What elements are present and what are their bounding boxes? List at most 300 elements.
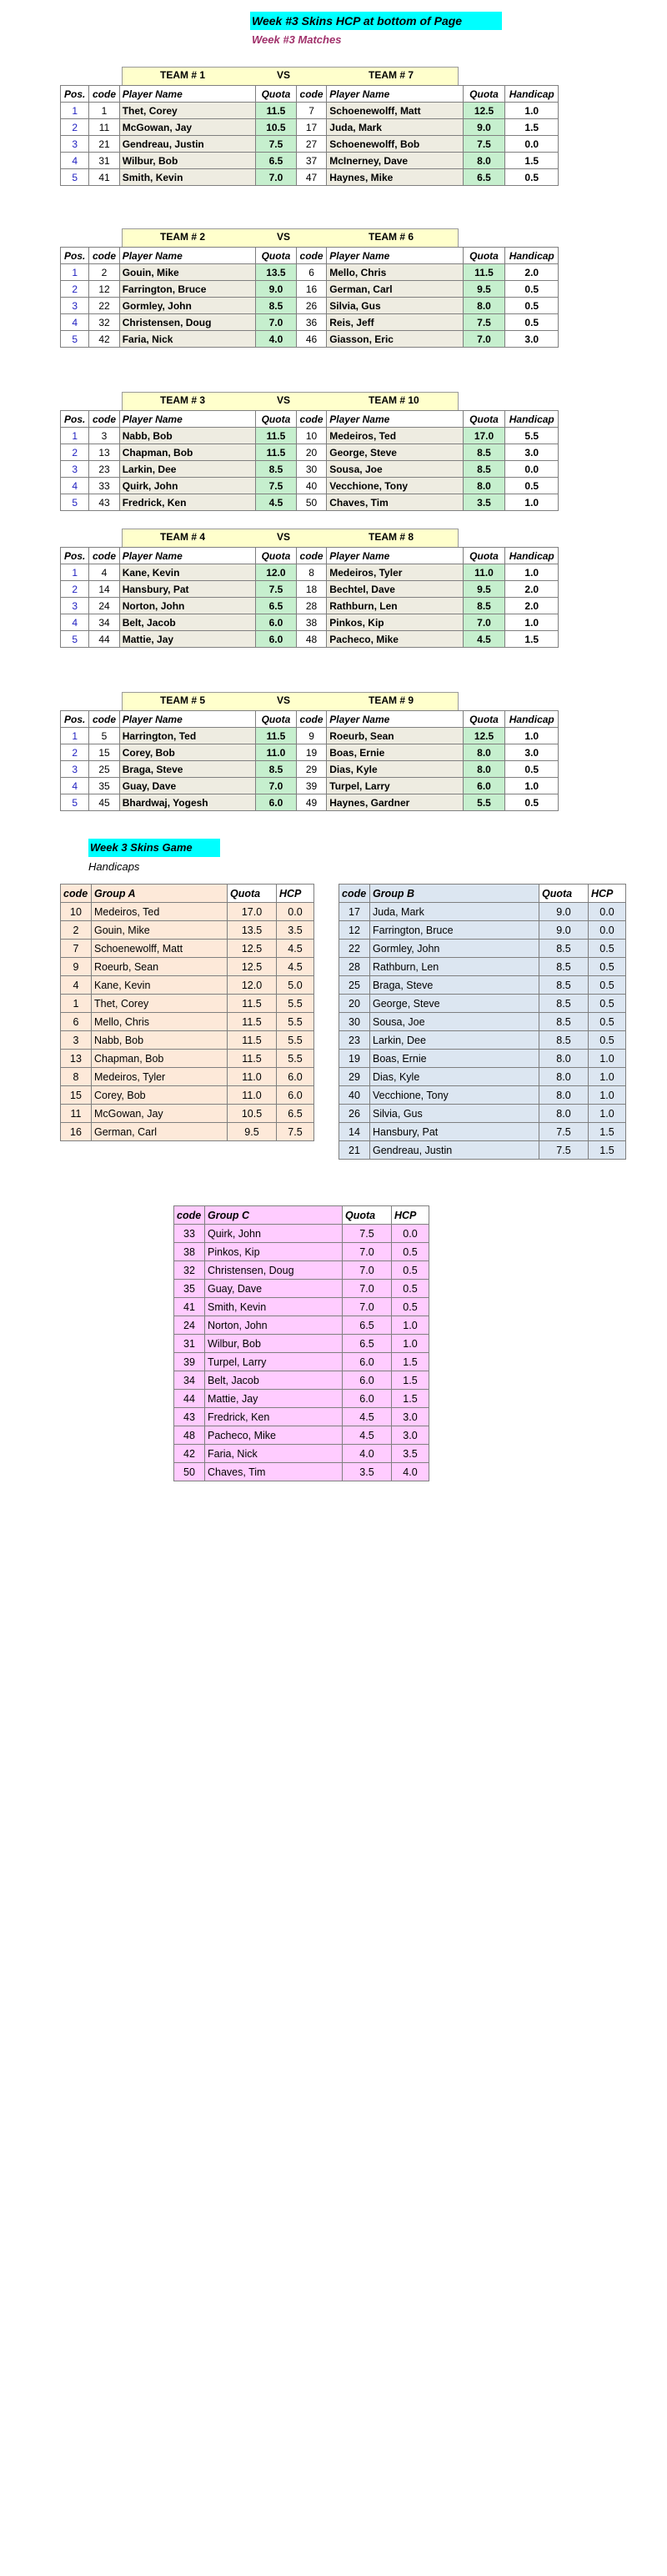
hdr-code: code [296,248,326,264]
player-cell: Chaves, Tim [327,494,463,511]
pos-cell: 5 [61,169,89,186]
quota-cell: 4.5 [343,1426,392,1445]
code-cell: 25 [339,976,370,995]
hcp-cell: 0.5 [589,995,626,1013]
code-cell: 28 [339,958,370,976]
quota-cell: 6.5 [343,1335,392,1353]
quota-cell: 8.5 [539,940,589,958]
table-row [61,976,314,995]
hcp-cell: 5.5 [277,1031,314,1050]
player-cell: Kane, Kevin [92,976,228,995]
table-row [61,744,559,761]
quota-cell: 7.0 [463,331,505,348]
table-row [61,119,559,136]
hdr-handicap: Handicap [505,248,559,264]
player-cell: Pacheco, Mike [205,1426,343,1445]
quota-cell: 12.5 [228,940,277,958]
player-cell: Gouin, Mike [92,921,228,940]
left-team-label: TEAM # 5 [160,694,206,706]
code-cell: 31 [89,153,119,169]
table-row [339,940,626,958]
hdr-code: code [89,248,119,264]
hdr-quota: Quota [228,885,277,903]
code-cell: 31 [174,1335,205,1353]
hcp-cell: 1.0 [589,1086,626,1105]
player-cell: Juda, Mark [327,119,463,136]
hcp-cell: 3.0 [392,1408,429,1426]
table-row [174,1243,429,1261]
code-cell: 23 [339,1031,370,1050]
quota-cell: 17.0 [228,903,277,921]
hdr-code: code [296,86,326,103]
code-cell: 50 [296,494,326,511]
player-cell: Braga, Steve [370,976,539,995]
player-cell: German, Carl [92,1123,228,1141]
code-cell: 39 [174,1353,205,1371]
table-row [61,103,559,119]
handicap-cell: 3.0 [505,744,559,761]
handicap-cell: 1.0 [505,103,559,119]
table-row [174,1316,429,1335]
player-cell: Nabb, Bob [119,428,255,444]
pos-cell: 5 [61,794,89,811]
hcp-cell: 0.5 [392,1298,429,1316]
player-cell: Thet, Corey [92,995,228,1013]
quota-cell: 6.0 [463,778,505,794]
match-4 [60,529,559,648]
player-cell: Pinkos, Kip [205,1243,343,1261]
table-row [174,1408,429,1426]
pos-cell: 2 [61,444,89,461]
table-row [61,1086,314,1105]
code-cell: 47 [296,169,326,186]
player-cell: Giasson, Eric [327,331,463,348]
player-cell: Guay, Dave [205,1280,343,1298]
table-row [174,1426,429,1445]
code-cell: 46 [296,331,326,348]
quota-cell: 4.0 [255,331,296,348]
group-table-b [339,884,626,1160]
table-row [61,494,559,511]
quota-cell: 11.5 [255,444,296,461]
code-cell: 36 [296,314,326,331]
hdr-quota: Quota [255,86,296,103]
handicap-cell: 0.0 [505,136,559,153]
code-cell: 29 [296,761,326,778]
code-cell: 38 [296,614,326,631]
player-cell: George, Steve [370,995,539,1013]
handicap-cell: 5.5 [505,428,559,444]
hdr-quota: Quota [255,248,296,264]
code-cell: 17 [339,903,370,921]
code-cell: 40 [296,478,326,494]
code-cell: 16 [61,1123,92,1141]
code-cell: 13 [61,1050,92,1068]
pos-cell: 4 [61,153,89,169]
player-cell: Braga, Steve [119,761,255,778]
quota-cell: 11.5 [228,1013,277,1031]
hcp-cell: 1.5 [392,1371,429,1390]
hdr-quota: Quota [539,885,589,903]
quota-cell: 6.0 [343,1353,392,1371]
player-cell: Roeurb, Sean [92,958,228,976]
hdr-pos: Pos. [61,411,89,428]
code-cell: 45 [89,794,119,811]
handicap-cell: 2.0 [505,264,559,281]
handicap-cell: 3.0 [505,444,559,461]
hdr-player: Player Name [119,411,255,428]
quota-cell: 7.5 [255,478,296,494]
hcp-cell: 0.0 [589,921,626,940]
table-row [61,136,559,153]
code-cell: 15 [89,744,119,761]
code-cell: 2 [89,264,119,281]
player-cell: Wilbur, Bob [119,153,255,169]
hcp-cell: 1.5 [589,1141,626,1160]
right-team-label: TEAM # 9 [369,694,414,706]
group-name: Group B [370,885,539,903]
code-cell: 18 [296,581,326,598]
quota-cell: 7.0 [255,314,296,331]
hdr-code: code [89,411,119,428]
player-cell: McGowan, Jay [119,119,255,136]
match-2 [60,228,559,348]
vs-label: VS [277,394,291,406]
hdr-handicap: Handicap [505,411,559,428]
pos-cell: 5 [61,631,89,648]
handicap-cell: 0.5 [505,281,559,298]
match-table [60,547,559,648]
player-cell: Medeiros, Ted [327,428,463,444]
hdr-player: Player Name [327,86,463,103]
code-cell: 5 [89,728,119,744]
pos-cell: 5 [61,494,89,511]
group-name: Group A [92,885,228,903]
code-cell: 10 [61,903,92,921]
table-row [339,1013,626,1031]
hcp-cell: 6.5 [277,1105,314,1123]
hdr-code: code [61,885,92,903]
quota-cell: 7.5 [255,581,296,598]
quota-cell: 8.0 [463,761,505,778]
player-cell: McInerney, Dave [327,153,463,169]
player-cell: Faria, Nick [119,331,255,348]
code-cell: 13 [89,444,119,461]
code-cell: 40 [339,1086,370,1105]
player-cell: Schoenewolff, Matt [327,103,463,119]
player-cell: Boas, Ernie [370,1050,539,1068]
hcp-cell: 0.0 [277,903,314,921]
vs-label: VS [277,69,291,81]
code-cell: 39 [296,778,326,794]
hdr-quota: Quota [343,1206,392,1225]
table-row [174,1261,429,1280]
code-cell: 43 [174,1408,205,1426]
hdr-quota: Quota [255,711,296,728]
pos-cell: 2 [61,744,89,761]
quota-cell: 8.0 [463,153,505,169]
quota-cell: 10.5 [255,119,296,136]
right-team-label: TEAM # 6 [369,231,414,243]
code-cell: 19 [296,744,326,761]
player-cell: Quirk, John [119,478,255,494]
quota-cell: 9.0 [539,921,589,940]
player-cell: Medeiros, Ted [92,903,228,921]
code-cell: 30 [296,461,326,478]
quota-cell: 7.5 [255,136,296,153]
quota-cell: 7.0 [343,1280,392,1298]
player-cell: Gendreau, Justin [119,136,255,153]
hcp-cell: 1.5 [589,1123,626,1141]
handicap-cell: 1.0 [505,494,559,511]
code-cell: 41 [89,169,119,186]
handicap-cell: 1.5 [505,153,559,169]
quota-cell: 12.0 [255,564,296,581]
quota-cell: 9.5 [228,1123,277,1141]
player-cell: Fredrick, Ken [119,494,255,511]
quota-cell: 8.5 [463,598,505,614]
code-cell: 2 [61,921,92,940]
table-row [61,264,559,281]
player-cell: Dias, Kyle [370,1068,539,1086]
player-cell: Pinkos, Kip [327,614,463,631]
vs-label: VS [277,231,291,243]
table-row [61,1050,314,1068]
handicap-cell: 2.0 [505,581,559,598]
code-cell: 11 [89,119,119,136]
hcp-cell: 1.5 [392,1353,429,1371]
code-cell: 22 [339,940,370,958]
quota-cell: 7.5 [539,1141,589,1160]
player-cell: Larkin, Dee [370,1031,539,1050]
pos-cell: 3 [61,136,89,153]
pos-cell: 1 [61,264,89,281]
match-table [60,710,559,811]
match-1 [60,67,559,186]
code-cell: 50 [174,1463,205,1481]
table-row [61,478,559,494]
player-cell: Mello, Chris [92,1013,228,1031]
pos-cell: 4 [61,478,89,494]
match-table [60,247,559,348]
quota-cell: 8.5 [255,461,296,478]
code-cell: 48 [174,1426,205,1445]
pos-cell: 4 [61,314,89,331]
page-subtitle: Week #3 Matches [252,33,342,46]
hcp-cell: 4.0 [392,1463,429,1481]
table-row [61,794,559,811]
table-row [61,728,559,744]
code-cell: 20 [296,444,326,461]
pos-cell: 3 [61,598,89,614]
code-cell: 26 [339,1105,370,1123]
hcp-cell: 1.0 [589,1105,626,1123]
table-row [61,153,559,169]
hcp-cell: 7.5 [277,1123,314,1141]
code-cell: 38 [174,1243,205,1261]
player-cell: Haynes, Mike [327,169,463,186]
player-cell: Schoenewolff, Bob [327,136,463,153]
quota-cell: 6.0 [343,1390,392,1408]
hdr-handicap: Handicap [505,86,559,103]
player-cell: Wilbur, Bob [205,1335,343,1353]
table-row [61,581,559,598]
hcp-cell: 0.5 [589,976,626,995]
pos-cell: 1 [61,728,89,744]
table-row [339,903,626,921]
match-table [60,410,559,511]
player-cell: Medeiros, Tyler [92,1068,228,1086]
hdr-player: Player Name [327,711,463,728]
table-row [61,903,314,921]
handicap-cell: 1.5 [505,631,559,648]
table-row [174,1298,429,1316]
code-cell: 30 [339,1013,370,1031]
table-row [61,614,559,631]
table-row [61,995,314,1013]
quota-cell: 11.5 [255,728,296,744]
code-cell: 23 [89,461,119,478]
code-cell: 1 [89,103,119,119]
quota-cell: 8.5 [539,976,589,995]
pos-cell: 5 [61,331,89,348]
code-cell: 28 [296,598,326,614]
group-table-c [173,1205,429,1481]
player-cell: Hansbury, Pat [370,1123,539,1141]
code-cell: 12 [339,921,370,940]
hcp-cell: 5.0 [277,976,314,995]
quota-cell: 7.0 [255,169,296,186]
left-team-label: TEAM # 1 [160,69,206,81]
player-cell: Schoenewolff, Matt [92,940,228,958]
quota-cell: 12.0 [228,976,277,995]
handicap-cell: 0.5 [505,169,559,186]
code-cell: 8 [61,1068,92,1086]
quota-cell: 4.5 [255,494,296,511]
player-cell: Dias, Kyle [327,761,463,778]
player-cell: Harrington, Ted [119,728,255,744]
hcp-cell: 4.5 [277,940,314,958]
hdr-player: Player Name [327,548,463,564]
table-row [174,1371,429,1390]
quota-cell: 8.5 [539,958,589,976]
quota-cell: 11.5 [463,264,505,281]
quota-cell: 8.0 [463,744,505,761]
code-cell: 8 [296,564,326,581]
hdr-hcp: HCP [589,885,626,903]
hcp-cell: 0.5 [392,1280,429,1298]
code-cell: 7 [296,103,326,119]
quota-cell: 12.5 [463,728,505,744]
left-team-label: TEAM # 2 [160,231,206,243]
quota-cell: 6.0 [255,794,296,811]
player-cell: Silvia, Gus [370,1105,539,1123]
quota-cell: 4.0 [343,1445,392,1463]
player-cell: Thet, Corey [119,103,255,119]
table-row [174,1353,429,1371]
handicap-cell: 1.0 [505,728,559,744]
table-row [61,778,559,794]
code-cell: 3 [89,428,119,444]
code-cell: 25 [89,761,119,778]
table-row [174,1335,429,1353]
hdr-hcp: HCP [392,1206,429,1225]
code-cell: 44 [89,631,119,648]
player-cell: Kane, Kevin [119,564,255,581]
code-cell: 49 [296,794,326,811]
player-cell: Norton, John [205,1316,343,1335]
quota-cell: 8.0 [539,1105,589,1123]
table-row [61,761,559,778]
handicap-cell: 0.5 [505,794,559,811]
player-cell: Quirk, John [205,1225,343,1243]
player-cell: Reis, Jeff [327,314,463,331]
table-row [339,1123,626,1141]
code-cell: 6 [61,1013,92,1031]
quota-cell: 3.5 [463,494,505,511]
table-row [61,1105,314,1123]
code-cell: 34 [89,614,119,631]
code-cell: 11 [61,1105,92,1123]
hcp-cell: 3.5 [392,1445,429,1463]
player-cell: Christensen, Doug [205,1261,343,1280]
quota-cell: 8.0 [463,478,505,494]
right-team-label: TEAM # 8 [369,531,414,543]
quota-cell: 8.0 [539,1068,589,1086]
quota-cell: 11.5 [228,1050,277,1068]
hdr-quota: Quota [463,711,505,728]
quota-cell: 6.5 [255,598,296,614]
table-row [339,1141,626,1160]
hdr-code: code [296,548,326,564]
table-row [61,631,559,648]
hdr-quota: Quota [255,548,296,564]
table-row [61,169,559,186]
pos-cell: 2 [61,581,89,598]
code-cell: 27 [296,136,326,153]
handicap-cell: 0.5 [505,761,559,778]
player-cell: Smith, Kevin [205,1298,343,1316]
table-row [339,995,626,1013]
table-row [61,598,559,614]
skins-title: Week 3 Skins Game [88,839,220,857]
table-row [61,1123,314,1141]
quota-cell: 8.5 [255,761,296,778]
hcp-cell: 1.5 [392,1390,429,1408]
table-row [339,1050,626,1068]
quota-cell: 6.5 [463,169,505,186]
player-cell: Belt, Jacob [119,614,255,631]
player-cell: Christensen, Doug [119,314,255,331]
hdr-code: code [296,411,326,428]
hdr-quota: Quota [463,86,505,103]
quota-cell: 6.5 [343,1316,392,1335]
code-cell: 26 [296,298,326,314]
code-cell: 32 [89,314,119,331]
code-cell: 21 [89,136,119,153]
hdr-player: Player Name [327,248,463,264]
player-cell: Chaves, Tim [205,1463,343,1481]
handicap-cell: 1.0 [505,614,559,631]
pos-cell: 3 [61,298,89,314]
hcp-cell: 4.5 [277,958,314,976]
table-row [174,1280,429,1298]
quota-cell: 9.5 [463,281,505,298]
code-cell: 4 [61,976,92,995]
code-cell: 42 [89,331,119,348]
hdr-player: Player Name [327,411,463,428]
player-cell: Corey, Bob [119,744,255,761]
